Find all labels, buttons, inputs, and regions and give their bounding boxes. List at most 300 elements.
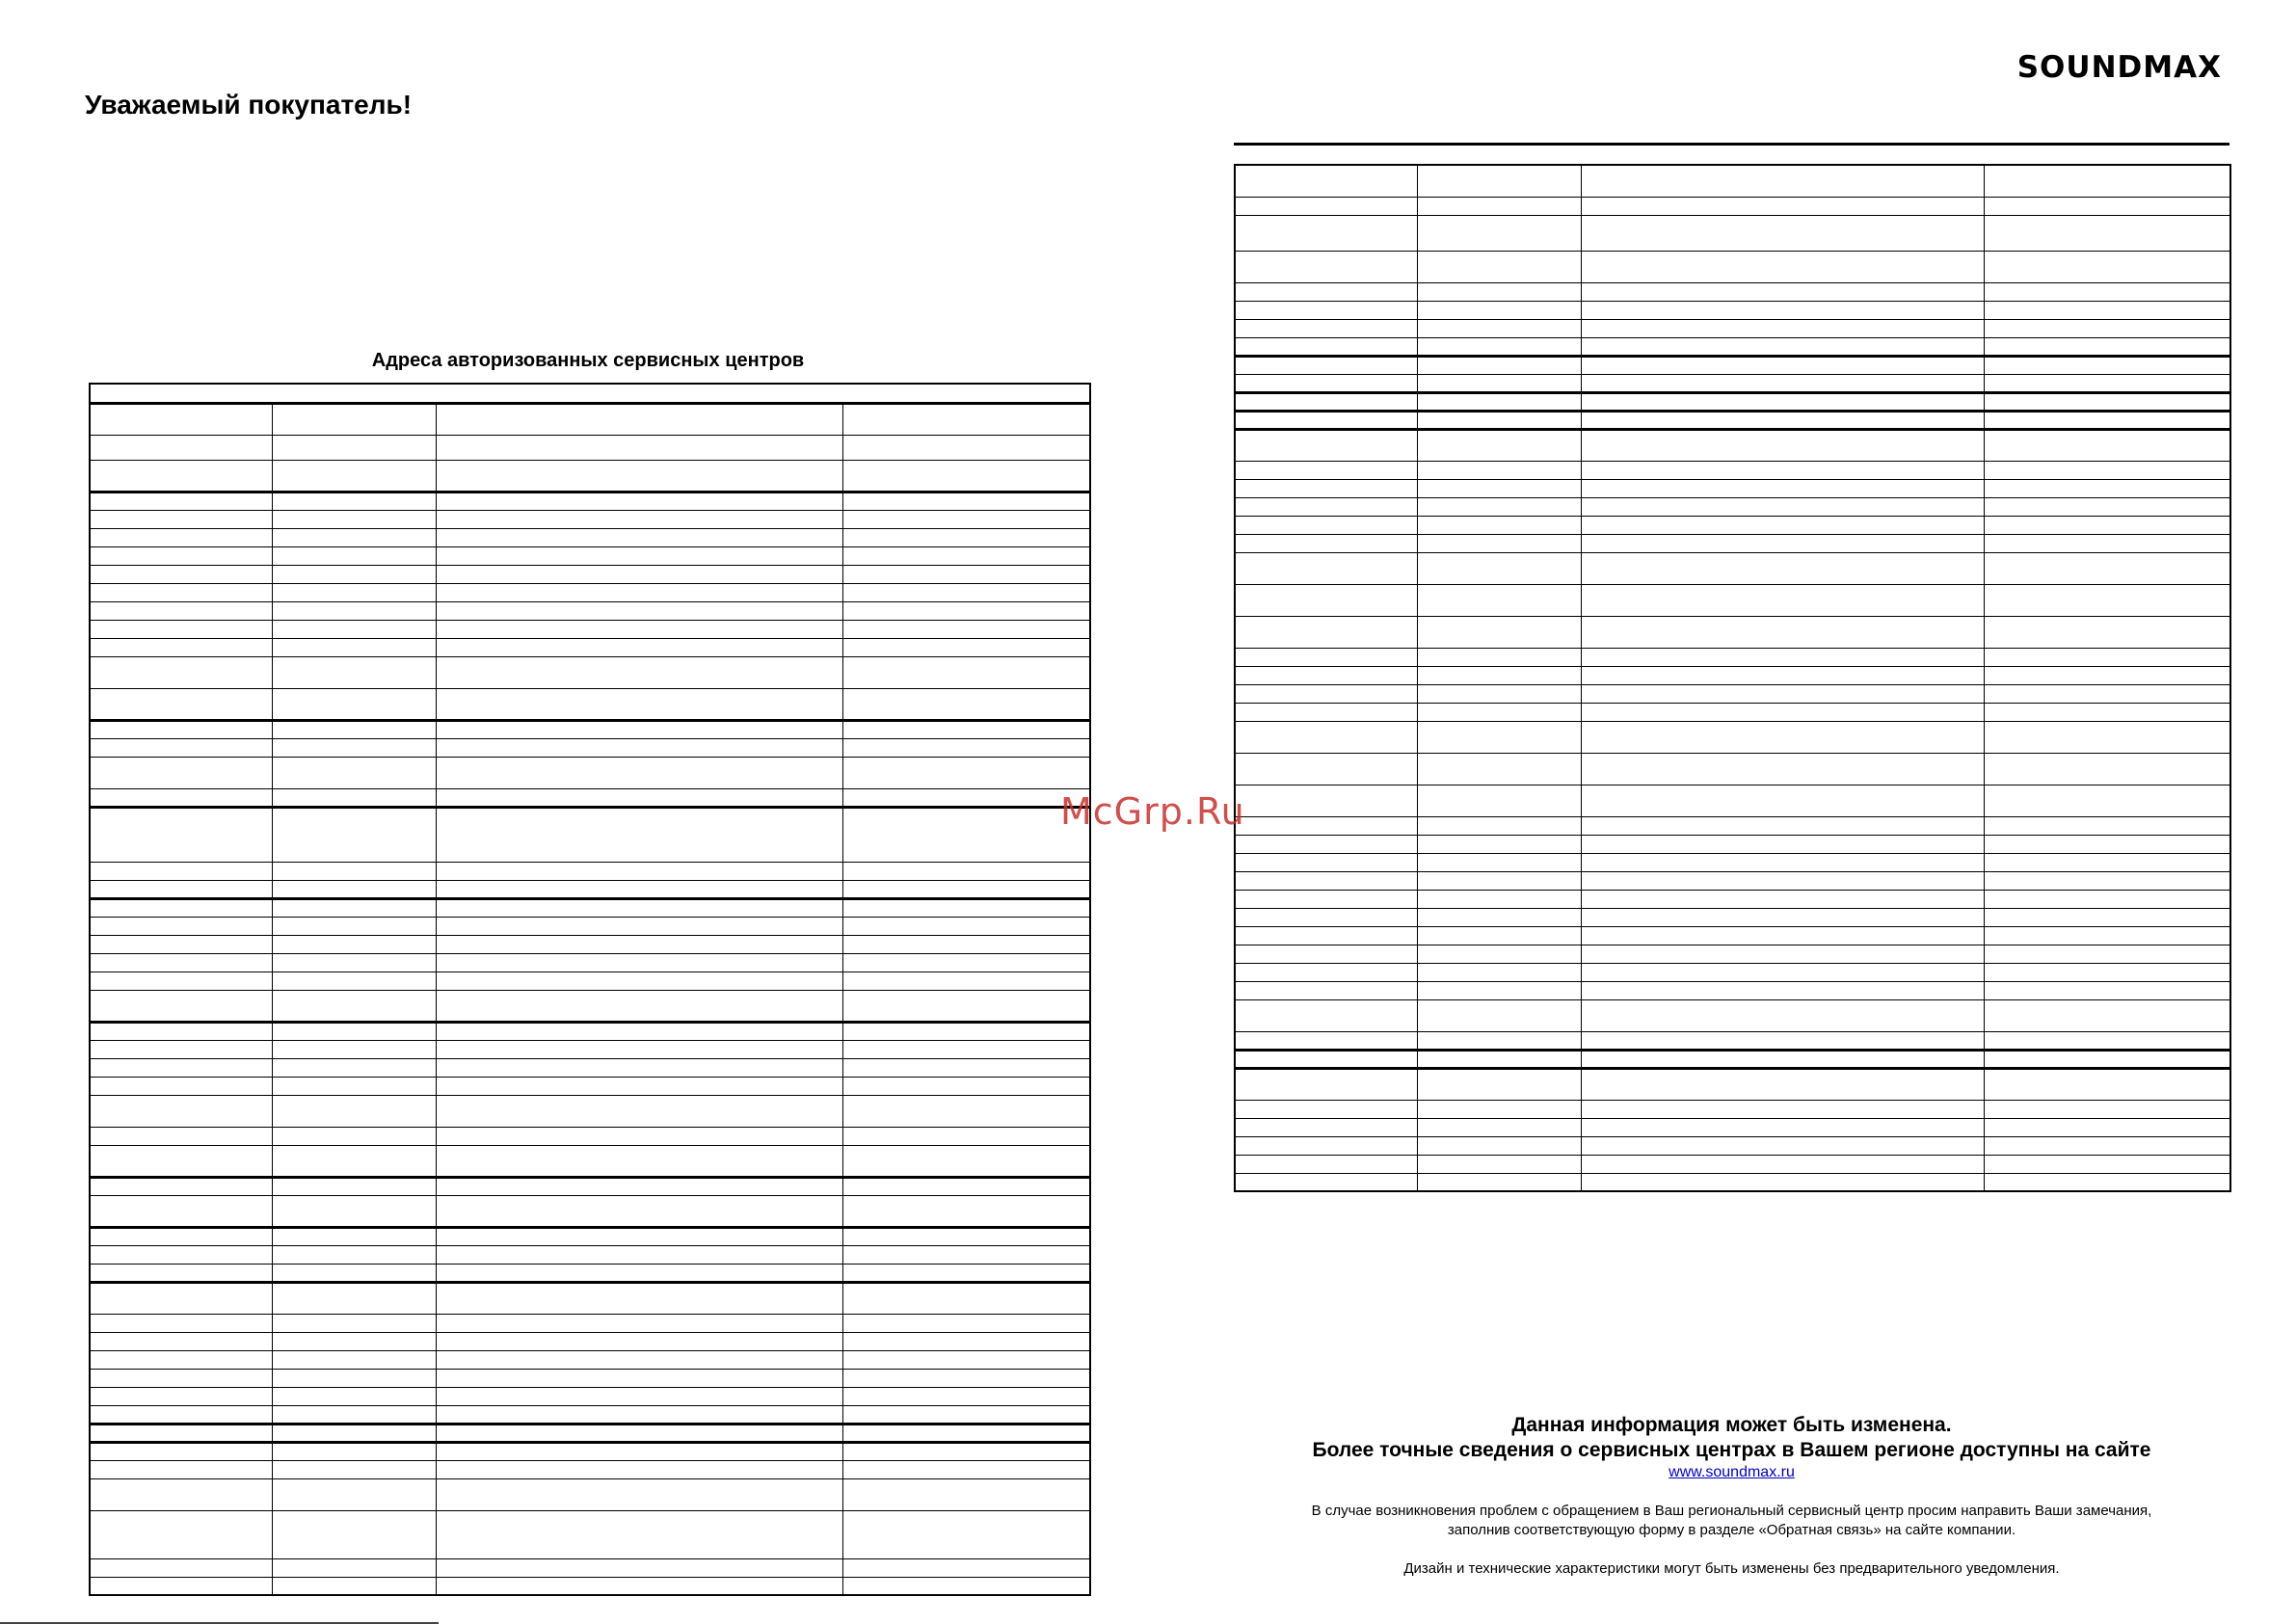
table-cell — [842, 898, 1090, 917]
table-row — [90, 492, 1090, 510]
table-cell — [90, 546, 272, 565]
table-cell — [1984, 666, 2230, 684]
table-cell — [1235, 835, 1417, 853]
table-cell — [1984, 429, 2230, 461]
table-row — [90, 601, 1090, 620]
table-cell — [842, 1022, 1090, 1040]
table-cell — [272, 720, 436, 738]
table-cell — [1235, 301, 1417, 319]
table-cell — [90, 1442, 272, 1460]
table-row — [1235, 684, 2230, 703]
table-row — [1235, 753, 2230, 785]
table-cell — [1235, 890, 1417, 908]
table-cell — [842, 1369, 1090, 1387]
table-cell — [90, 510, 272, 528]
table-cell — [1235, 871, 1417, 890]
table-cell — [1235, 337, 1417, 356]
table-cell — [1984, 584, 2230, 616]
table-cell — [1417, 197, 1581, 215]
table-cell — [272, 1245, 436, 1264]
table-row — [90, 1332, 1090, 1350]
table-cell — [1984, 684, 2230, 703]
table-cell — [272, 757, 436, 788]
table-cell — [1235, 816, 1417, 835]
table-cell — [272, 953, 436, 972]
table-row — [90, 953, 1090, 972]
table-cell — [1581, 1173, 1984, 1191]
table-cell — [90, 620, 272, 638]
table-cell — [842, 1145, 1090, 1177]
table-cell — [90, 1127, 272, 1145]
table-cell — [272, 435, 436, 460]
table-row — [1235, 945, 2230, 963]
table-cell — [90, 565, 272, 583]
table-cell — [842, 917, 1090, 935]
table-row — [1235, 648, 2230, 666]
table-cell — [1235, 666, 1417, 684]
table-cell — [1984, 337, 2230, 356]
table-row — [1235, 835, 2230, 853]
table-row — [1235, 1068, 2230, 1100]
table-cell — [1984, 1068, 2230, 1100]
table-cell — [1581, 479, 1984, 497]
table-cell — [272, 510, 436, 528]
table-cell — [1235, 584, 1417, 616]
table-cell — [90, 1077, 272, 1095]
table-row — [1235, 1118, 2230, 1136]
table-cell — [1581, 853, 1984, 871]
table-cell — [1984, 516, 2230, 534]
table-row — [90, 620, 1090, 638]
table-cell — [1984, 301, 2230, 319]
notice-paragraph-2: Дизайн и технические характеристики могут быть изменены без предварительного уведомления. — [1403, 1560, 2060, 1577]
table-cell — [1417, 1173, 1581, 1191]
table-cell — [436, 738, 842, 757]
table-row — [90, 403, 1090, 435]
table-cell — [1581, 165, 1984, 197]
table-row — [90, 1177, 1090, 1195]
table-cell — [1984, 479, 2230, 497]
table-cell — [1581, 890, 1984, 908]
table-row — [1235, 908, 2230, 926]
table-cell — [1235, 785, 1417, 816]
table-cell — [272, 1405, 436, 1424]
table-cell — [842, 1227, 1090, 1245]
table-cell — [272, 528, 436, 546]
table-row — [1235, 703, 2230, 721]
table-cell — [436, 1040, 842, 1058]
table-row — [90, 1127, 1090, 1145]
table-cell — [842, 935, 1090, 953]
table-row — [1235, 251, 2230, 282]
table-cell — [1984, 356, 2230, 374]
table-cell — [1235, 981, 1417, 999]
table-cell — [436, 862, 842, 880]
table-row — [1235, 461, 2230, 479]
table-cell — [272, 1077, 436, 1095]
table-cell — [436, 1195, 842, 1227]
table-cell — [1235, 853, 1417, 871]
table-cell — [1235, 534, 1417, 552]
table-cell — [1417, 392, 1581, 411]
table-cell — [272, 565, 436, 583]
table-cell — [1984, 999, 2230, 1031]
table-cell — [1581, 835, 1984, 853]
table-cell — [1417, 1100, 1581, 1118]
table-row — [1235, 1155, 2230, 1173]
table-row — [90, 528, 1090, 546]
table-cell — [1984, 785, 2230, 816]
table-cell — [1417, 890, 1581, 908]
table-cell — [272, 1095, 436, 1127]
table-cell — [272, 583, 436, 601]
table-cell — [90, 1478, 272, 1510]
table-cell — [1235, 1173, 1417, 1191]
table-row — [90, 1145, 1090, 1177]
table-cell — [272, 1350, 436, 1369]
table-cell — [842, 1177, 1090, 1195]
table-cell — [90, 601, 272, 620]
table-cell — [1417, 411, 1581, 429]
table-cell — [1417, 1050, 1581, 1068]
table-cell — [90, 1577, 272, 1595]
service-centers-table-left — [89, 383, 1091, 1596]
table-row — [90, 1227, 1090, 1245]
website-link[interactable]: www.soundmax.ru — [1669, 1464, 1795, 1480]
table-cell — [1235, 392, 1417, 411]
table-cell — [90, 1058, 272, 1077]
table-cell — [842, 1245, 1090, 1264]
table-cell — [90, 1282, 272, 1314]
table-cell — [1235, 165, 1417, 197]
table-row — [1235, 981, 2230, 999]
table-cell — [90, 1369, 272, 1387]
table-cell — [436, 1442, 842, 1460]
table-cell — [272, 1282, 436, 1314]
table-cell — [842, 583, 1090, 601]
table-cell — [272, 1577, 436, 1595]
table-row — [90, 862, 1090, 880]
table-cell — [1581, 785, 1984, 816]
table-cell — [1417, 282, 1581, 301]
table-cell — [272, 688, 436, 720]
table-cell — [1417, 1155, 1581, 1173]
table-cell — [436, 1282, 842, 1314]
table-cell — [272, 1369, 436, 1387]
table-cell — [436, 688, 842, 720]
table-cell — [1235, 1050, 1417, 1068]
table-cell — [842, 1314, 1090, 1332]
table-row — [90, 1040, 1090, 1058]
table-cell — [272, 1022, 436, 1040]
table-cell — [90, 656, 272, 688]
table-cell — [842, 1282, 1090, 1314]
table-cell — [1417, 429, 1581, 461]
table-row — [90, 1195, 1090, 1227]
table-cell — [436, 1510, 842, 1558]
table-cell — [842, 1264, 1090, 1282]
table-row — [90, 546, 1090, 565]
table-row — [1235, 215, 2230, 251]
table-row — [90, 688, 1090, 720]
table-cell — [1417, 552, 1581, 584]
table-row — [1235, 497, 2230, 516]
table-cell — [90, 688, 272, 720]
table-cell — [842, 546, 1090, 565]
greeting-heading: Уважаемый покупатель! — [85, 90, 413, 120]
table-cell — [1417, 926, 1581, 945]
table-cell — [90, 862, 272, 880]
table-cell — [1235, 945, 1417, 963]
table-cell — [1417, 479, 1581, 497]
table-cell — [1417, 721, 1581, 753]
table-cell — [90, 1177, 272, 1195]
table-cell — [90, 1145, 272, 1177]
header-rule — [1234, 143, 2229, 146]
table-cell — [90, 1332, 272, 1350]
table-cell — [436, 601, 842, 620]
table-cell — [842, 1040, 1090, 1058]
table-row — [90, 1264, 1090, 1282]
table-row — [90, 1405, 1090, 1424]
table-row — [1235, 584, 2230, 616]
table-cell — [272, 403, 436, 435]
table-cell — [1581, 753, 1984, 785]
table-cell — [90, 1195, 272, 1227]
table-cell — [842, 1058, 1090, 1077]
table-cell — [1984, 1173, 2230, 1191]
table-row — [90, 1460, 1090, 1478]
table-cell — [1984, 319, 2230, 337]
table-cell — [90, 1040, 272, 1058]
table-cell — [1235, 374, 1417, 392]
table-cell — [90, 1558, 272, 1577]
table-cell — [1235, 356, 1417, 374]
table-cell — [1984, 648, 2230, 666]
table-cell — [1984, 411, 2230, 429]
table-cell — [1984, 1031, 2230, 1050]
table-cell — [1581, 197, 1984, 215]
table-cell — [842, 1387, 1090, 1405]
table-cell — [1417, 374, 1581, 392]
table-cell — [1984, 1050, 2230, 1068]
table-cell — [272, 1058, 436, 1077]
table-row — [90, 460, 1090, 492]
table-row — [90, 656, 1090, 688]
table-cell — [272, 460, 436, 492]
table-cell — [1581, 816, 1984, 835]
table-cell — [90, 1405, 272, 1424]
table-cell — [1235, 999, 1417, 1031]
table-cell — [1581, 497, 1984, 516]
table-row — [1235, 926, 2230, 945]
table-row — [90, 1350, 1090, 1369]
table-cell — [842, 1095, 1090, 1127]
table-cell — [1581, 684, 1984, 703]
table-cell — [1984, 890, 2230, 908]
table-cell — [436, 880, 842, 898]
table-row — [1235, 1173, 2230, 1191]
table-cell — [1235, 411, 1417, 429]
table-row — [1235, 282, 2230, 301]
table-cell — [1984, 251, 2230, 282]
table-row — [90, 738, 1090, 757]
table-cell — [1235, 721, 1417, 753]
table-cell — [90, 638, 272, 656]
table-cell — [1417, 703, 1581, 721]
table-row — [90, 1095, 1090, 1127]
table-cell — [90, 1314, 272, 1332]
table-cell — [436, 1350, 842, 1369]
table-cell — [436, 1478, 842, 1510]
table-cell — [272, 807, 436, 862]
table-row — [90, 788, 1090, 807]
table-cell — [1581, 1068, 1984, 1100]
table-row — [1235, 1100, 2230, 1118]
table-cell — [90, 435, 272, 460]
table-row — [1235, 785, 2230, 816]
table-cell — [436, 565, 842, 583]
table-cell — [436, 1577, 842, 1595]
table-cell — [90, 935, 272, 953]
table-row — [90, 1387, 1090, 1405]
table-row — [1235, 1136, 2230, 1155]
table-cell — [1984, 616, 2230, 648]
table-cell — [842, 990, 1090, 1022]
table-cell — [842, 738, 1090, 757]
table-cell — [436, 620, 842, 638]
table-cell — [90, 1095, 272, 1127]
table-cell — [436, 1095, 842, 1127]
table-cell — [1235, 1136, 1417, 1155]
table-cell — [1984, 1100, 2230, 1118]
table-cell — [1581, 429, 1984, 461]
table-cell — [842, 972, 1090, 990]
table-cell — [272, 1442, 436, 1460]
table-cell — [1417, 666, 1581, 684]
table-cell — [1235, 753, 1417, 785]
table-cell — [1984, 552, 2230, 584]
table-row — [90, 807, 1090, 862]
table-cell — [272, 601, 436, 620]
table-cell — [90, 738, 272, 757]
table-cell — [1581, 666, 1984, 684]
table-cell — [1581, 871, 1984, 890]
table-cell — [842, 435, 1090, 460]
service-centers-title: Адреса авторизованных сервисных центров — [371, 350, 805, 371]
table-cell — [272, 1314, 436, 1332]
table-cell — [1581, 945, 1984, 963]
table-cell — [1235, 1100, 1417, 1118]
table-cell — [1581, 908, 1984, 926]
table-cell — [272, 935, 436, 953]
table-cell — [842, 880, 1090, 898]
table-cell — [842, 1577, 1090, 1595]
table-cell — [1235, 215, 1417, 251]
table-cell — [842, 1405, 1090, 1424]
table-cell — [1235, 963, 1417, 981]
table-cell — [842, 757, 1090, 788]
table-cell — [272, 656, 436, 688]
table-cell — [436, 990, 842, 1022]
table-row — [1235, 534, 2230, 552]
table-cell — [272, 1478, 436, 1510]
table-cell — [1417, 753, 1581, 785]
table-cell — [842, 720, 1090, 738]
table-cell — [1235, 1118, 1417, 1136]
table-row — [1235, 392, 2230, 411]
table-cell — [1984, 1155, 2230, 1173]
table-cell — [1417, 165, 1581, 197]
table-cell — [842, 601, 1090, 620]
table-cell — [1581, 552, 1984, 584]
table-cell — [1417, 871, 1581, 890]
table-cell — [436, 1022, 842, 1040]
table-cell — [436, 757, 842, 788]
notice-paragraph-1b: заполнив соответствующую форму в разделе «Обратная связь» на сайте компании. — [1447, 1522, 2016, 1538]
table-row — [90, 1442, 1090, 1460]
table-cell — [272, 1558, 436, 1577]
table-cell — [272, 1127, 436, 1145]
table-cell — [1417, 999, 1581, 1031]
table-cell — [1417, 584, 1581, 616]
table-cell — [1417, 516, 1581, 534]
table-row — [1235, 516, 2230, 534]
table-cell — [1235, 516, 1417, 534]
table-cell — [1984, 392, 2230, 411]
table-cell — [1417, 981, 1581, 999]
table-cell — [1984, 835, 2230, 853]
table-cell — [436, 546, 842, 565]
table-cell — [1417, 1031, 1581, 1050]
table-cell — [1417, 1136, 1581, 1155]
table-cell — [436, 953, 842, 972]
table-row — [90, 990, 1090, 1022]
table-cell — [90, 1264, 272, 1282]
table-row — [90, 757, 1090, 788]
table-cell — [1235, 319, 1417, 337]
table-cell — [1581, 999, 1984, 1031]
table-cell — [1581, 616, 1984, 648]
table-cell — [1417, 319, 1581, 337]
table-cell — [90, 898, 272, 917]
brand-logo: SOUNDMAX — [2016, 50, 2222, 85]
table-cell — [842, 688, 1090, 720]
table-cell — [1984, 461, 2230, 479]
table-cell — [272, 1195, 436, 1227]
table-cell — [1984, 981, 2230, 999]
table-cell — [842, 1350, 1090, 1369]
table-cell — [1417, 215, 1581, 251]
table-cell — [842, 788, 1090, 807]
table-cell — [842, 403, 1090, 435]
table-cell — [436, 1387, 842, 1405]
table-cell — [272, 1460, 436, 1478]
table-cell — [842, 1195, 1090, 1227]
table-cell — [436, 460, 842, 492]
table-cell — [1417, 301, 1581, 319]
table-cell — [90, 528, 272, 546]
table-cell — [436, 583, 842, 601]
table-cell — [842, 1478, 1090, 1510]
table-cell — [1581, 648, 1984, 666]
table-cell — [436, 917, 842, 935]
table-cell — [842, 638, 1090, 656]
notice-line-2: Более точные сведения о сервисных центрах в Вашем регионе доступны на сайте — [1312, 1439, 2151, 1461]
table-cell — [90, 917, 272, 935]
table-cell — [272, 898, 436, 917]
table-cell — [1235, 461, 1417, 479]
